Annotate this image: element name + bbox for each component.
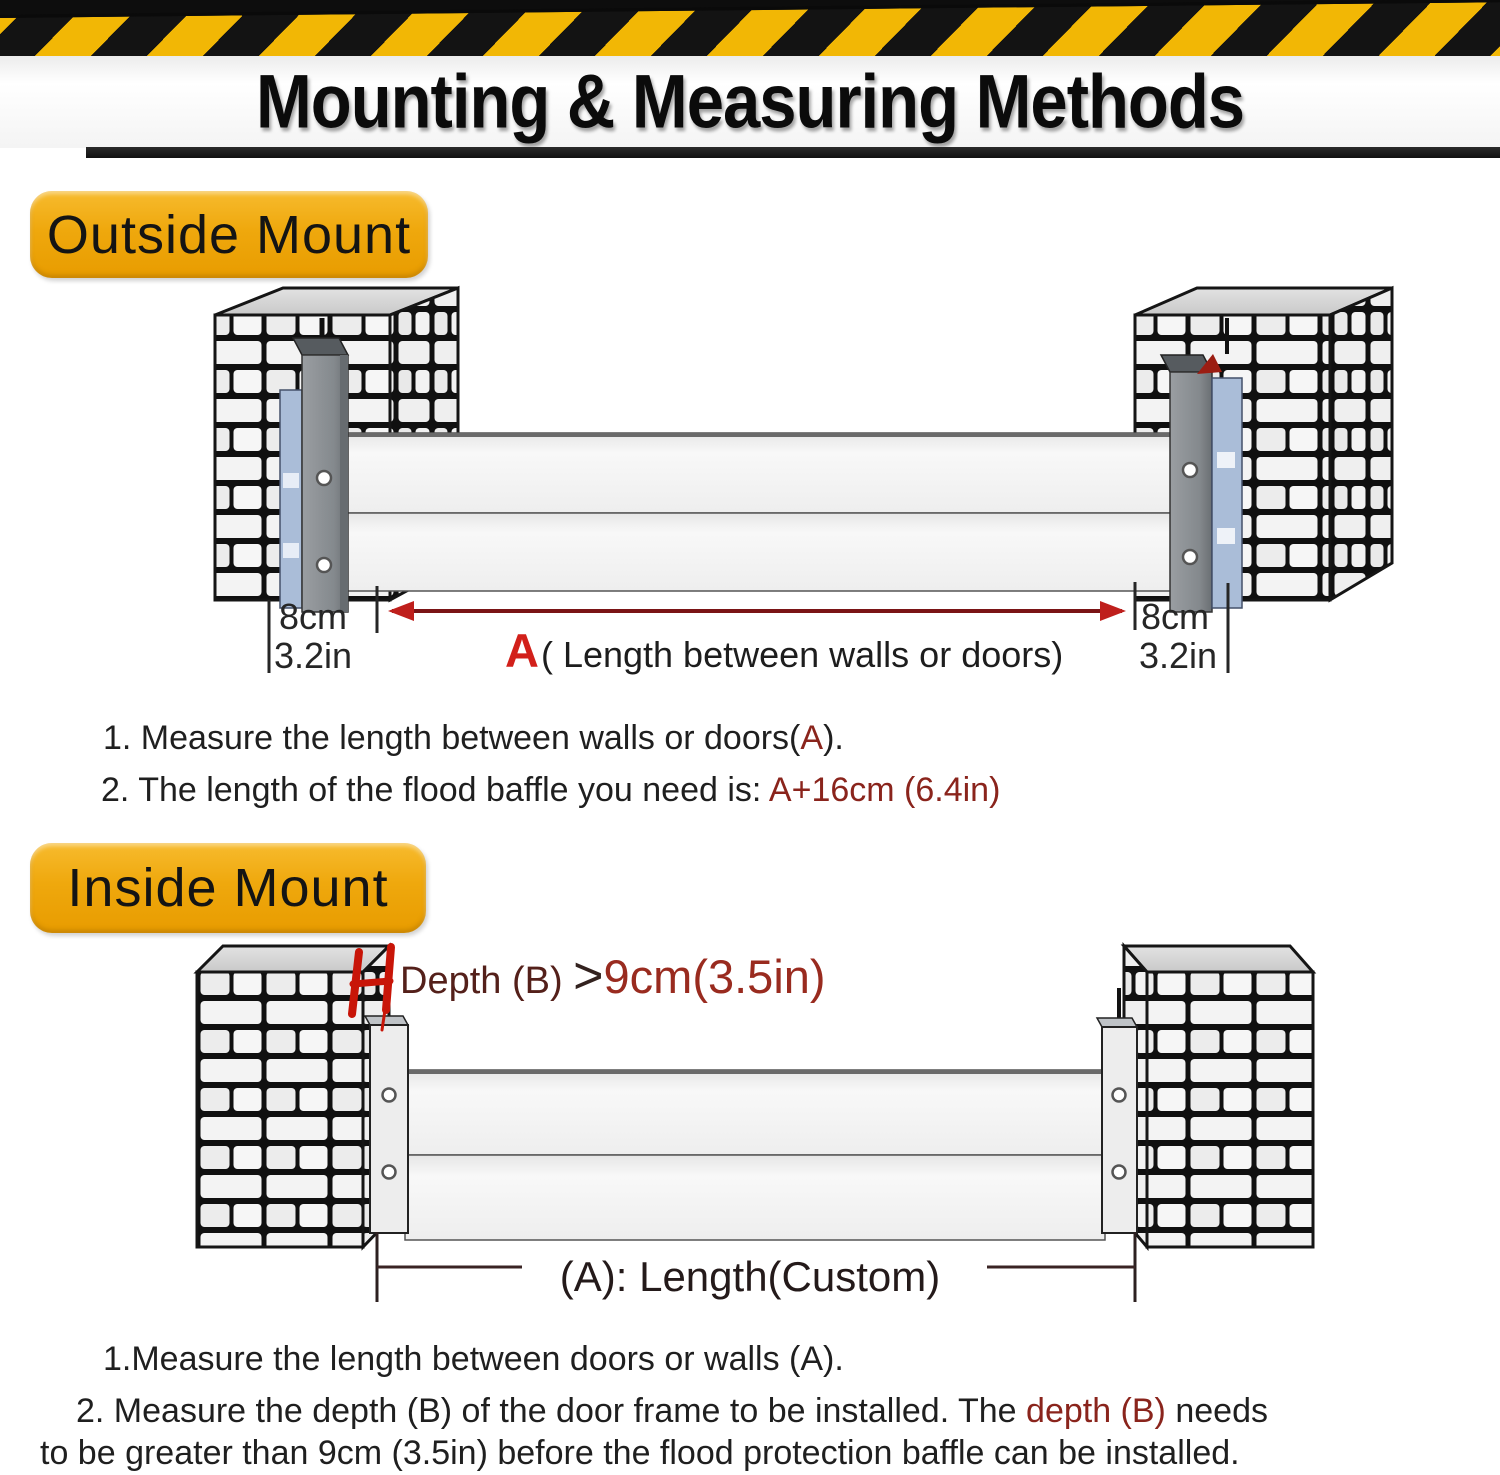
dim-right-in: 3.2in bbox=[1139, 635, 1218, 676]
brick-pillar-right-inside bbox=[1124, 946, 1313, 1247]
dim-right-cm: 8cm bbox=[1141, 596, 1210, 637]
inside-step-3: to be greater than 9cm (3.5in) before the flood protection baffle can be installed. bbox=[40, 1434, 1240, 1472]
side-bracket-left bbox=[365, 1016, 408, 1233]
red-letter-a: A bbox=[505, 624, 539, 677]
brick-pillar-left-inside bbox=[197, 946, 389, 1247]
dim-left-cm: 8cm bbox=[279, 596, 348, 637]
dim-left-in: 3.2in bbox=[274, 635, 353, 676]
length-custom-label: (A): Length(Custom) bbox=[559, 1253, 941, 1300]
outside-step-2: 2. The length of the flood baffle you need is: A+16cm (6.4in) bbox=[101, 771, 1001, 809]
inside-mount-badge: Inside Mount bbox=[30, 843, 426, 933]
side-bracket-right bbox=[1097, 988, 1137, 1233]
span-length-label bbox=[505, 623, 1063, 678]
span-length-text: ( Length between walls or doors) bbox=[540, 634, 1064, 675]
outside-step-1: 1. Measure the length between walls or doors(A). bbox=[103, 719, 844, 757]
hazard-tape-banner bbox=[0, 0, 1500, 56]
inside-step-1: 1.Measure the length between doors or walls (A). bbox=[103, 1340, 844, 1378]
title-underline bbox=[86, 147, 1500, 158]
hazard-stripes bbox=[0, 0, 1500, 56]
flood-barrier-inside bbox=[405, 1070, 1105, 1240]
flood-barrier bbox=[345, 433, 1175, 591]
depth-label: Depth (B) >9cm(3.5in) bbox=[400, 947, 826, 1005]
page-title: Mounting & Measuring Methods bbox=[255, 59, 1245, 145]
outside-mount-badge: Outside Mount bbox=[30, 191, 428, 278]
inside-step-2: 2. Measure the depth (B) of the door frame to be installed. The depth (B) needs bbox=[76, 1392, 1268, 1430]
